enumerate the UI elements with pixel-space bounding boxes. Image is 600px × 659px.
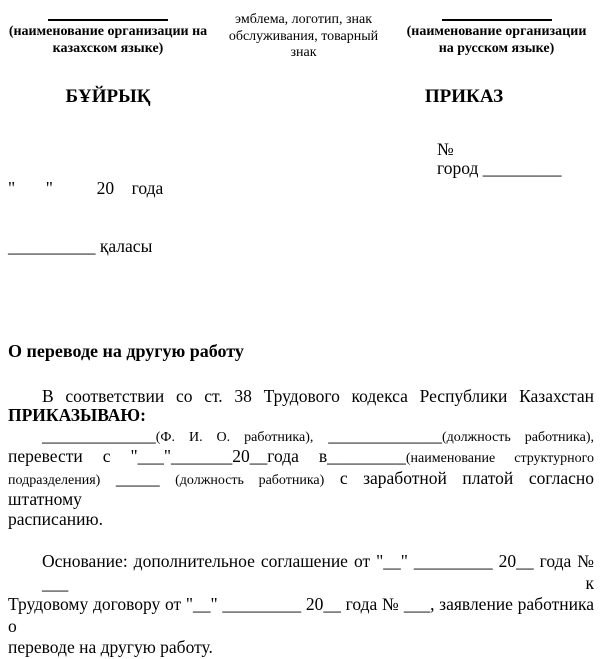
basis-line-2: Трудовому договору от "__" _________ 20__ года № ___, заявление работника о — [8, 594, 594, 636]
org-name-ru-block — [399, 8, 594, 62]
subject-line: О переводе на другую работу — [8, 340, 244, 361]
basis-line-1: Основание: дополнительное соглашение от "__" _________ 20__ года № ___ к — [42, 551, 594, 593]
command-line: ПРИКАЗЫВАЮ: — [8, 405, 146, 425]
transfer-text: перевести с "___"_______20__года в_________ — [8, 446, 406, 466]
unit-caption-end: подразделения) — [8, 472, 101, 488]
date-city-kk-block — [8, 140, 163, 296]
city-line-kk: __________ қаласы — [8, 236, 153, 256]
emblem-note: эмблема, логотип, знак обслуживания, товарный знак — [228, 12, 379, 60]
org-name-kk-block — [8, 8, 208, 62]
unit-line — [8, 469, 594, 510]
position-blank: _____________ — [328, 424, 442, 445]
position-caption: (должность работника), — [441, 429, 594, 445]
requisites-block — [8, 140, 594, 296]
employee-line — [8, 426, 594, 448]
unit-position-caption: (должность работника) — [175, 472, 325, 488]
org-name-kk-blank-line — [48, 8, 168, 21]
basis-line-3: переводе на другую работу. — [8, 637, 213, 657]
heading-ru: ПРИКАЗ — [424, 85, 504, 107]
salary-text: с заработной платой согласно штатному — [8, 467, 595, 509]
number-city-ru-block — [437, 140, 572, 296]
org-name-ru-caption: (наименование организации на русском языке) — [406, 24, 587, 56]
document-header — [8, 8, 594, 62]
unit-position-blank: _____ — [115, 467, 160, 488]
basis-paragraph — [8, 551, 594, 659]
city-line-ru: город _________ — [437, 158, 562, 178]
intro-line: В соответствии со ст. 38 Трудового кодекса Республики Казахстан — [42, 385, 594, 406]
order-paragraph — [8, 387, 594, 530]
document-titles — [8, 87, 594, 107]
transfer-line — [8, 447, 594, 469]
closing-line: расписанию. — [8, 508, 103, 529]
fio-caption: (Ф. И. О. работника), — [155, 429, 314, 445]
date-line: " " 20 года — [8, 177, 164, 198]
heading-kk: БҰЙРЫҚ — [65, 85, 151, 107]
fio-blank: _____________ — [42, 424, 156, 445]
number-line: № — [437, 138, 454, 159]
org-name-kk-caption: (наименование организации на казахском языке) — [8, 24, 208, 56]
unit-caption-start: (наименование структурного — [405, 451, 594, 466]
org-name-ru-blank-line — [442, 8, 552, 21]
